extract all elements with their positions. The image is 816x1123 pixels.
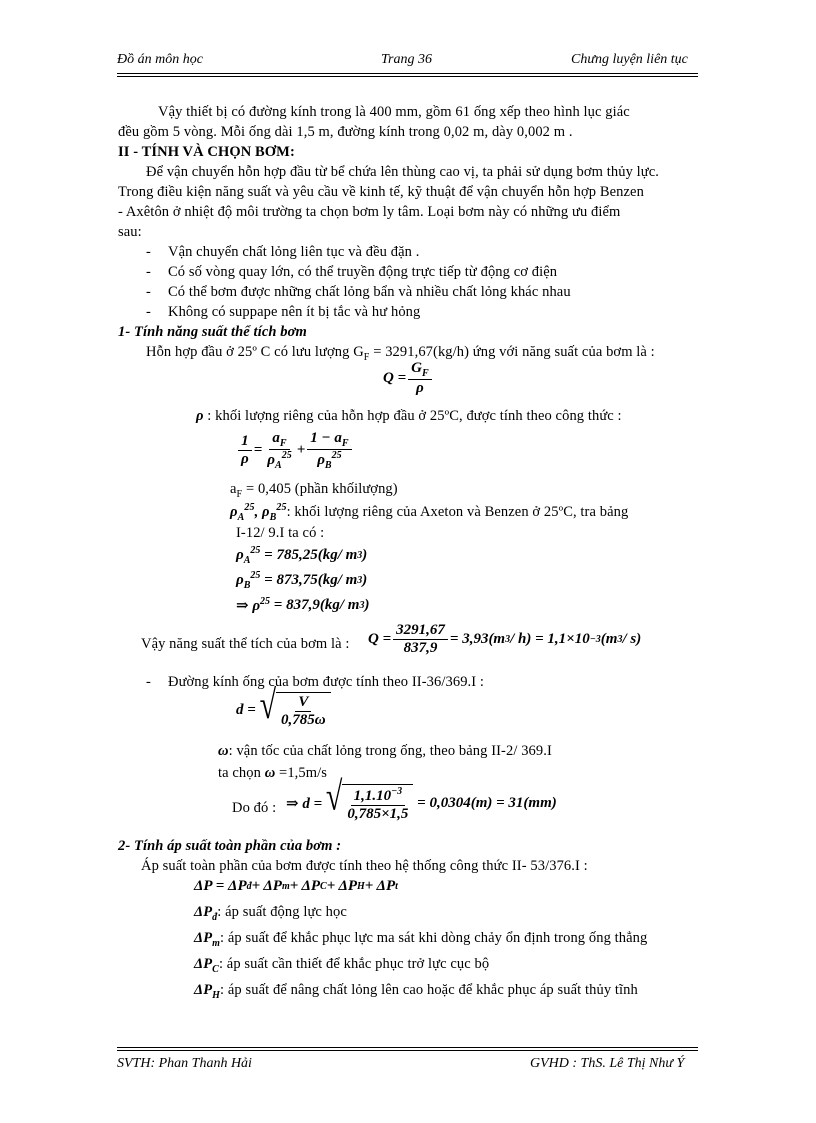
paragraph-line: - Axêtôn ở nhiệt độ môi trường ta chọn bơm ly tâm. Loại bơm này có những ưu điểm [118, 204, 621, 220]
equation-diameter-result: ⇒ d = √ $\frac{1,1.10^{-3}}{0,785\times 1,5}$ = 0,0304(m) = 31(mm) [286, 774, 557, 822]
bullet-dash: - [146, 304, 151, 320]
paragraph-line: ω: vận tốc của chất lỏng trong ống, theo bảng II-2/ 369.I [218, 743, 552, 759]
paragraph-line: $\Delta P_m$: áp suất để khắc phục lực ma sát khi dòng chảy ổn định trong ống thẳng [194, 930, 648, 949]
equation-rho-a: $\rho_A^{25}$ = 785,25(kg/ m 3 ) [236, 545, 368, 566]
paragraph-line: $\rho_A^{25}$, $\rho_B^{25}$: khối lượng riêng của Axeton và Benzen ở 25ºC, tra bảng [230, 502, 629, 523]
paragraph-line: $a_F = 0,405$ (phần khốilượng) [230, 481, 398, 500]
paragraph-line: $\Delta P_H$: áp suất để nâng chất lỏng lên cao hoặc để khắc phục áp suất thủy tĩnh [194, 982, 638, 1001]
paragraph-line: ta chọn ω =1,5m/s [218, 765, 327, 781]
bullet-dash: - [146, 284, 151, 300]
paragraph-line: $\Delta P_đ$: áp suất động lực học [194, 904, 347, 923]
equation-rho: ⇒ $\rho^{25}$ = 837,9(kg/ m 3 ) [236, 596, 370, 614]
bullet-item: Vận chuyển chất lỏng liên tục và đều đặn . [168, 244, 420, 260]
bullet-item: Có thể bơm được những chất lỏng bẩn và nhiều chất lỏng khác nhau [168, 284, 571, 300]
footer-rule-thin [117, 1047, 698, 1048]
paragraph-line: Vậy năng suất thể tích của bơm là : [141, 636, 350, 652]
equation-density-mix: $\frac{1}{\rho}$ = $\frac{a_F}{\rho_A^{25}}$ + $\frac{1 - a_F}{\rho_B^{25}}$ [236, 430, 354, 472]
subsection-title: 2- Tính áp suất toàn phần của bơm : [118, 838, 342, 854]
paragraph-line: Đường kính ống của bơm được tính theo II-36/369.I : [168, 674, 485, 690]
header-rule [117, 73, 698, 74]
paragraph-line: sau: [118, 224, 142, 240]
bullet-dash: - [146, 264, 151, 280]
paragraph-line: Vậy thiết bị có đường kính trong là 400 mm, gồm 61 ống xếp theo hình lục giác [158, 104, 630, 120]
bullet-dash: - [146, 674, 151, 690]
bullet-dash: - [146, 244, 151, 260]
equation-diameter: d = √ $\frac{V}{0,785\omega}$ [236, 692, 331, 729]
equation-q: Q = $\frac{G_F}{\rho}$ [383, 360, 434, 397]
paragraph-line: đều gồm 5 vòng. Mỗi ống dài 1,5 m, đường kính trong 0,02 m, dày 0,002 m . [118, 124, 573, 140]
paragraph-line: Do đó : [232, 800, 277, 816]
footer-right: GVHD : ThS. Lê Thị Như Ý [530, 1056, 685, 1071]
equation-total-pressure: ΔP = ΔP đ + ΔP m + ΔP C + ΔP H + ΔP t [194, 878, 398, 894]
footer-rule [117, 1050, 698, 1051]
paragraph-line: $\Delta P_C$: áp suất cần thiết để khắc phục trở lực cục bộ [194, 956, 490, 975]
subsection-title: 1- Tính năng suất thể tích bơm [118, 324, 307, 340]
section-title: II - TÍNH VÀ CHỌN BƠM: [118, 144, 295, 160]
equation-rho-b: $\rho_B^{25}$ = 873,75(kg/ m 3 ) [236, 570, 368, 591]
paragraph-line: Áp suất toàn phần của bơm được tính theo hệ thống công thức II- 53/376.I : [141, 858, 588, 874]
header-rule-thin [117, 76, 698, 77]
header-left: Đồ án môn học [117, 52, 203, 67]
paragraph-line: I-12/ 9.I ta có : [236, 525, 325, 541]
footer-left: SVTH: Phan Thanh Hải [117, 1056, 252, 1071]
header-page-number: Trang 36 [381, 52, 432, 67]
paragraph-line: Trong điều kiện năng suất và yêu cầu về kinh tế, kỹ thuật để vận chuyển hỗn hợp Benzen [118, 184, 644, 200]
header-right: Chưng luyện liên tục [571, 52, 688, 67]
paragraph-line: ρ : khối lượng riêng của hỗn hợp đầu ở 25ºC, được tính theo công thức : [196, 408, 622, 424]
bullet-item: Không có suppape nên ít bị tắc và hư hỏng [168, 304, 421, 320]
paragraph-line: Để vận chuyển hỗn hợp đầu từ bể chứa lên thùng cao vị, ta phải sử dụng bơm thủy lực. [146, 164, 660, 180]
equation-volume-flow: Q = $\frac{3291,67}{837,9}$ = 3,93(m 3 / h) = 1,1×10 −3 (m 3 / s) [368, 622, 642, 656]
paragraph-line: Hỗn hợp đầu ở 25º C có lưu lượng $G_F = 3291,67(kg/h)$ ứng với năng suất của bơm là : [146, 344, 655, 363]
bullet-item: Có số vòng quay lớn, có thể truyền động trực tiếp từ động cơ điện [168, 264, 558, 280]
